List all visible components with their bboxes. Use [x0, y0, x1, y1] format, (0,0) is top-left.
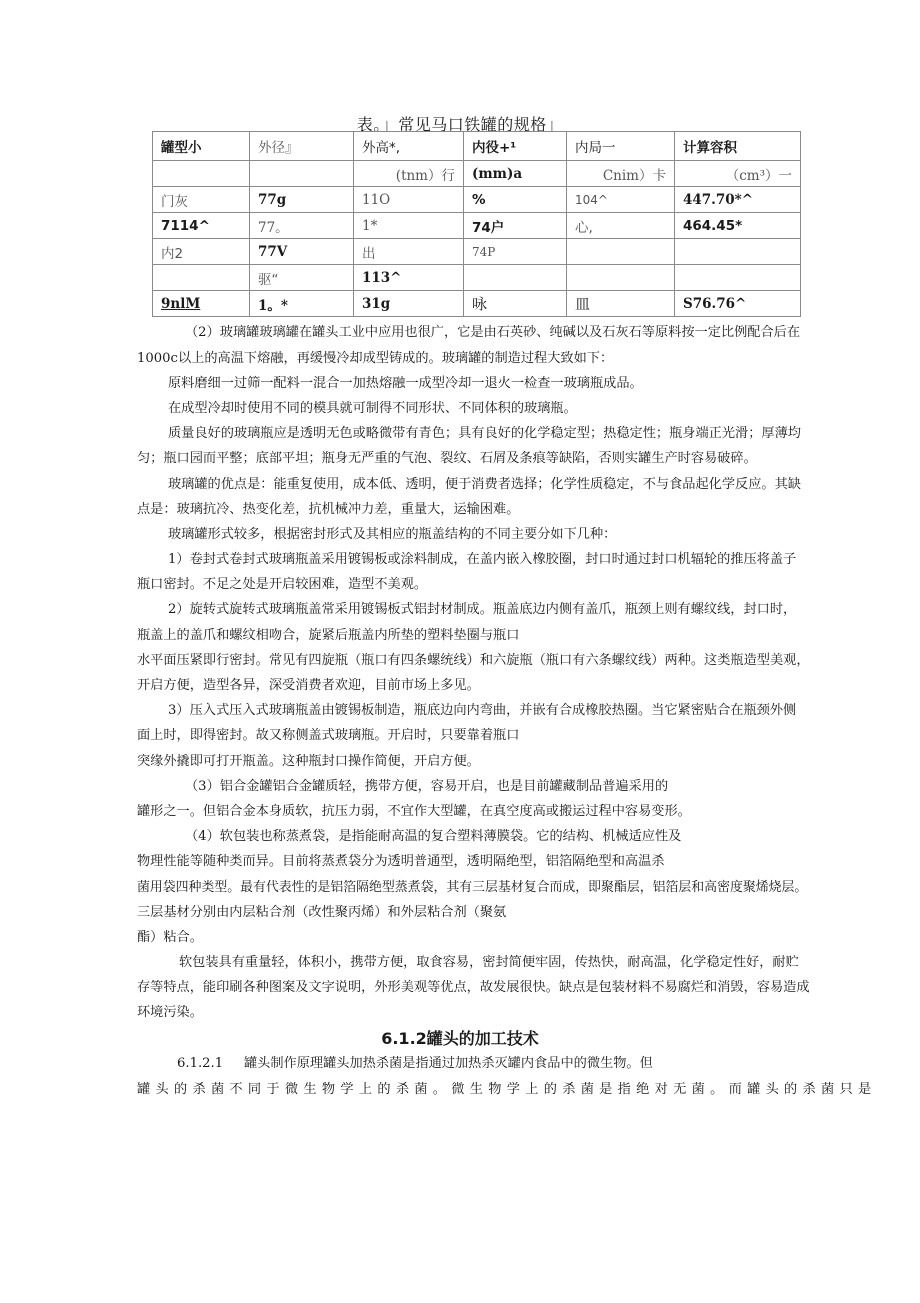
paragraph-line: 1000c以上的高温下熔融，再缓慢冷却成型铸成的。玻璃罐的制造过程大致如下： [137, 351, 614, 366]
paragraph-line: （2）玻璃罐玻璃罐在罐头工业中应用也很广，它是由石英砂、纯碱以及石灰石等原料按一定比例配合后在 [185, 325, 801, 340]
table-cell: 77V [250, 239, 354, 265]
table-cell: 77g [250, 187, 354, 213]
table-cell: 464.45* [675, 213, 801, 239]
paragraph-line: 软包装具有重量轻，体积小，携带方便，取食容易，密封简便牢固，传热快，耐高温，化学稳定性好，耐贮 [179, 955, 799, 970]
header-cell: 罐型小 [153, 132, 250, 161]
paragraph-line: （4）软包装也称蒸煮袋，是指能耐高温的复合塑料薄膜袋。它的结构、机械适应性及 [185, 829, 682, 844]
paragraph-line: 罐头制作原理罐头加热杀菌是指通过加热杀灭罐内食品中的微生物。但 [244, 1056, 653, 1071]
paragraph-line: 1）卷封式卷封式玻璃瓶盖采用镀锡板或涂料制成，在盖内嵌入橡胶圈，封口时通过封口机辐轮的推压将盖子 [168, 552, 797, 567]
table-cell [464, 265, 567, 291]
table-cell: 74户 [464, 213, 567, 239]
header-cell: （cm³）一 [675, 161, 801, 187]
table-cell: 447.70*^ [675, 187, 801, 213]
header-cell: 外径』 [250, 132, 354, 161]
header-cell: 计算容积 [675, 132, 801, 161]
table-caption: 表。」常见马口铁罐的规格」 [356, 115, 564, 134]
table-cell: 1* [354, 213, 464, 239]
paragraph-line: 罐头的杀菌不同于微生物学上的杀菌。微生物学上的杀菌是指绝对无菌。而罐头的杀菌只是 [137, 1082, 877, 1097]
header-cell: (mm)a [464, 161, 567, 187]
table-cell: 心, [567, 213, 675, 239]
table-cell: 77。 [250, 213, 354, 239]
table-cell: 出 [354, 239, 464, 265]
table-cell: 门灰 [153, 187, 250, 213]
table-cell [567, 265, 675, 291]
table-cell: 31g [354, 291, 464, 317]
section-heading: 6.1.2罐头的加工技术 [381, 1029, 539, 1048]
table-cell: 驱“ [250, 265, 354, 291]
header-cell [153, 161, 250, 187]
paragraph-line: 突缘外撬即可打开瓶盖。这种瓶封口操作简便，开启方便。 [137, 754, 480, 769]
paragraph-line: 点是：玻璃抗冷、热变化差，抗机械冲力差，重量大，运输困难。 [137, 502, 520, 517]
paragraph-line: 物理性能等随种类而异。目前将蒸煮袋分为透明普通型，透明隔绝型，铝箔隔绝型和高温杀 [137, 854, 665, 869]
paragraph-line: 原料磨细一过筛一配料一混合一加热熔融一成型冷却一退火一检查一玻璃瓶成品。 [168, 376, 643, 391]
table-cell: 咏 [464, 291, 567, 317]
table-cell: 9nlM [153, 291, 250, 317]
paragraph-line: 面上时，即得密封。故又称侧盖式玻璃瓶。开启时，只要靠着瓶口 [137, 728, 520, 743]
paragraph-line: 3）压入式压入式玻璃瓶盖由镀锡板制造，瓶底边向内弯曲，并嵌有合成橡胶热圈。当它紧密贴合在瓶颈外侧 [168, 703, 797, 718]
paragraph-line: 三层基材分别由内层粘合剂（改性聚丙烯）和外层粘合剂（聚氨 [137, 905, 507, 920]
subsection-number: 6.1.2.1 [177, 1056, 224, 1071]
paragraph-line: 菌用袋四种类型。最有代表性的是铝箔隔绝型蒸煮袋，其有三层基材复合而成，即聚酯层，铝箔层和高密度聚烯烧层。 [137, 880, 808, 895]
table-row [153, 187, 801, 213]
can-spec-table [152, 131, 801, 317]
table-cell: 11O [354, 187, 464, 213]
paragraph-line: 瓶口密封。不足之处是开启较困难，造型不美观。 [137, 577, 428, 592]
paragraph-line: 玻璃罐的优点是：能重复使用，成本低、透明，便于消费者选择；化学性质稳定，不与食品起化学反应。其缺 [168, 477, 801, 492]
table-row [153, 239, 801, 265]
table-row [153, 265, 801, 291]
paragraph-line: 质量良好的玻璃瓶应是透明无色或略微带有青色；具有良好的化学稳定型；热稳定性；瓶身端正光滑；厚薄均 [168, 426, 801, 441]
paragraph-line: 环境污染。 [137, 1005, 203, 1020]
table-cell: 104^ [567, 187, 675, 213]
paragraph-line: 存等特点，能印刷各种图案及文字说明，外形美观等优点，故发展很快。缺点是包装材料不易腐烂和消毁，容易造成 [137, 980, 810, 995]
table-header-row [153, 132, 801, 161]
paragraph-line: 匀；瓶口园而平整；底部平坦；瓶身无严重的气泡、裂纹、石屑及条痕等缺陷，否则实罐生产时容易破碎。 [137, 451, 757, 466]
table-cell: % [464, 187, 567, 213]
header-cell: Cnim）卡 [567, 161, 675, 187]
table-row [153, 291, 801, 317]
table-cell [675, 239, 801, 265]
header-cell: 内役+¹ [464, 132, 567, 161]
header-cell [250, 161, 354, 187]
table-cell: 74P [464, 239, 567, 265]
paragraph-line: 水平面压紧即行密封。常见有四旋瓶（瓶口有四条螺统线）和六旋瓶（瓶口有六条螺纹线）两种。这类瓶造型美观， [137, 653, 810, 668]
table-cell [675, 265, 801, 291]
header-cell: 外高*, [354, 132, 464, 161]
table-row [153, 213, 801, 239]
table-header-row [153, 161, 801, 187]
table-cell: S76.76^ [675, 291, 801, 317]
table-cell [567, 239, 675, 265]
table-cell [153, 265, 250, 291]
table-cell: 内2 [153, 239, 250, 265]
table-cell: 7114^ [153, 213, 250, 239]
paragraph-line: 开启方便，造型各异，深受消费者欢迎，目前市场上多见。 [137, 678, 480, 693]
header-cell: (tnm）行 [354, 161, 464, 187]
table-cell: 皿 [567, 291, 675, 317]
table-cell: 1。* [250, 291, 354, 317]
paragraph-line: 在成型冷却时使用不同的模具就可制得不同形状、不同体积的玻璃瓶。 [168, 401, 577, 416]
paragraph-line: 瓶盖上的盖爪和螺纹相吻合，旋紧后瓶盖内所垫的塑料垫圈与瓶口 [137, 628, 520, 643]
paragraph-line: 玻璃罐形式较多，根据密封形式及其相应的瓶盖结构的不同主要分如下几种： [168, 527, 617, 542]
paragraph-line: 2）旋转式旋转式玻璃瓶盖常采用镀锡板式铝封材制成。瓶盖底边内侧有盖爪，瓶颈上则有螺纹线，封口时， [168, 602, 797, 617]
paragraph-line: 酯）粘合。 [137, 930, 203, 945]
paragraph-line: （3）铝合金罐铝合金罐质轻，携带方便，容易开启，也是目前罐藏制品普遍采用的 [185, 779, 669, 794]
header-cell: 内局一 [567, 132, 675, 161]
paragraph-line: 罐形之一。但铝合金本身质软，抗压力弱，不宜作大型罐，在真空度高或搬运过程中容易变形。 [137, 804, 691, 819]
table-cell: 113^ [354, 265, 464, 291]
